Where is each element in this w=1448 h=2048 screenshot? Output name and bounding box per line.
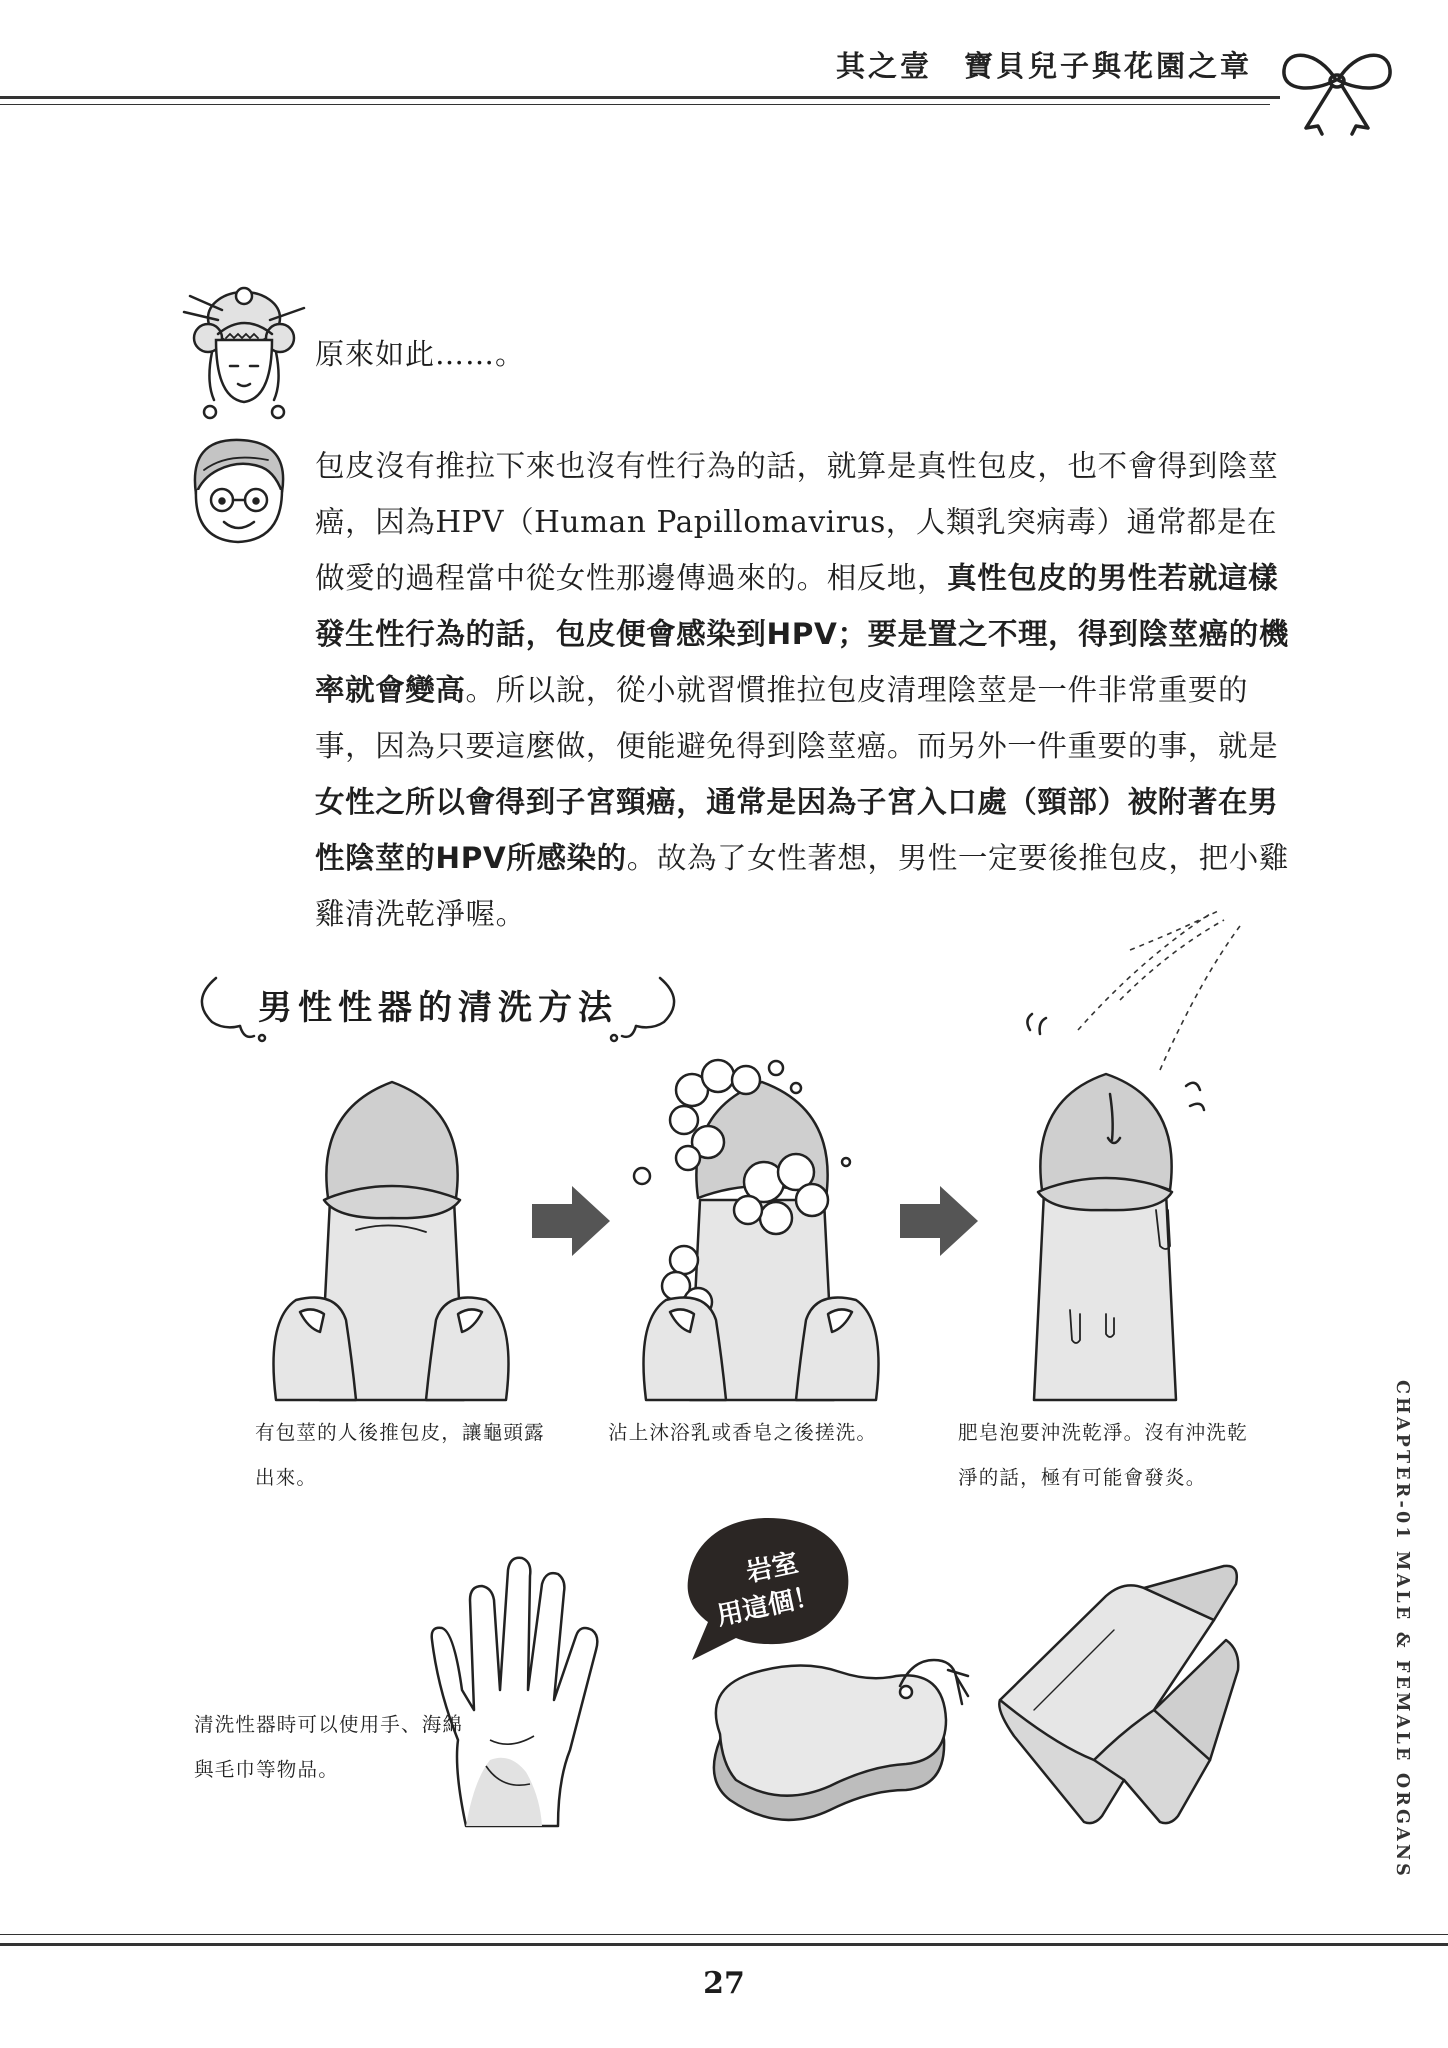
chapter-side-tab: CHAPTER-01 MALE & FEMALE ORGANS <box>1392 1380 1412 1879</box>
step-1-caption: 有包莖的人後推包皮，讓龜頭露出來。 <box>255 1421 545 1489</box>
geisha-character-icon <box>178 282 310 424</box>
body-paragraph <box>315 438 1305 942</box>
towel-illustration <box>994 1560 1244 1826</box>
header-rule <box>0 96 1280 99</box>
body-text: 。故為了女性著想，男性一定要後推包皮，把小雞雞清洗乾淨喔。 <box>315 841 1289 931</box>
doctor-character-icon <box>178 430 298 550</box>
step-2-to-3-arrow-icon <box>900 1186 978 1256</box>
tools-caption: 清洗性器時可以使用手、海綿與毛巾等物品。 <box>194 1713 464 1781</box>
step-3-caption: 肥皂泡要沖洗乾淨。沒有沖洗乾淨的話，極有可能會發炎。 <box>958 1421 1248 1489</box>
badge-line-2: 用這個！ <box>714 1580 823 1632</box>
badge-line-1: 岩室 <box>743 1548 801 1589</box>
body-text: 。所以說，從小就習慣推拉包皮清理陰莖是一件非常重要的事，因為只要這麼做，便能避免得到陰莖癌。而另外一件重要的事，就是 <box>315 673 1279 763</box>
step-2-illustration <box>636 1050 886 1400</box>
sponge-illustration <box>700 1630 970 1830</box>
footer-rule <box>0 1943 1448 1946</box>
short-reply: 原來如此……。 <box>315 337 526 371</box>
page-number: 27 <box>703 1966 745 2001</box>
step-1-to-2-arrow-icon <box>532 1186 610 1256</box>
step-3-illustration <box>1010 910 1250 1400</box>
step-2-caption: 沾上沐浴乳或香皂之後搓洗。 <box>608 1421 878 1444</box>
section-heading: 男性性器的清洗方法 <box>258 988 618 1028</box>
step-1-illustration <box>266 1070 516 1400</box>
chapter-title: 其之壹 寶貝兒子與花園之章 <box>835 49 1252 83</box>
header-rule-thin <box>0 104 1270 105</box>
footer-rule-thin <box>0 1934 1448 1935</box>
body-emphasis: 真性包皮的男性若就這樣發生性行為的話，包皮便會感染到HPV；要是置之不理，得到陰莖癌的機率就會變高 <box>315 561 1289 707</box>
body-emphasis: 女性之所以會得到子宮頸癌，通常是因為子宮入口處（頸部）被附著在男性陰莖的HPV所感染的 <box>315 785 1279 875</box>
ribbon-bow-icon <box>1278 40 1396 136</box>
body-text: 包皮沒有推拉下來也沒有性行為的話，就算是真性包皮，也不會得到陰莖癌，因為HPV（Human Papillomavirus，人類乳突病毒）通常都是在做愛的過程當中從女性那邊傳過來的。相反地， <box>315 449 1279 595</box>
